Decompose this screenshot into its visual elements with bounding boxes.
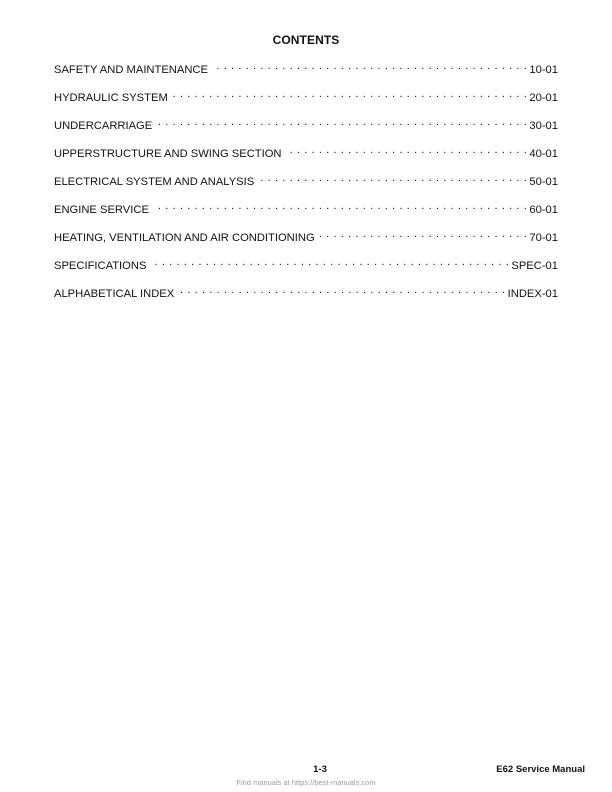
toc-entry-electrical[interactable] bbox=[54, 172, 558, 200]
dot-leader bbox=[213, 60, 527, 73]
dot-leader bbox=[157, 116, 527, 129]
toc-entry-label: HYDRAULIC SYSTEM bbox=[54, 92, 168, 104]
dot-leader bbox=[154, 200, 527, 213]
toc-entry-label: SPECIFICATIONS bbox=[54, 260, 147, 272]
page-number: 1-3 bbox=[313, 764, 327, 775]
dot-leader bbox=[179, 284, 505, 297]
toc-entry-page: 50-01 bbox=[529, 176, 558, 188]
toc-entry-page: 30-01 bbox=[529, 120, 558, 132]
toc-entry-index[interactable] bbox=[54, 284, 558, 312]
toc-entry-page: 10-01 bbox=[529, 64, 558, 76]
dot-leader bbox=[287, 144, 528, 157]
toc-entry-page: INDEX-01 bbox=[507, 288, 558, 300]
toc-entry-page: SPEC-01 bbox=[511, 260, 558, 272]
toc-entry-undercarriage[interactable] bbox=[54, 116, 558, 144]
page-title: CONTENTS bbox=[272, 33, 340, 47]
toc-entry-label: UPPERSTRUCTURE AND SWING SECTION bbox=[54, 148, 282, 160]
toc-entry-engine[interactable] bbox=[54, 200, 558, 228]
toc-entry-page: 40-01 bbox=[529, 148, 558, 160]
toc-entry-specifications[interactable] bbox=[54, 256, 558, 284]
toc-entry-label: UNDERCARRIAGE bbox=[54, 120, 153, 132]
toc-entry-page: 70-01 bbox=[529, 232, 558, 244]
toc-entry-label: SAFETY AND MAINTENANCE bbox=[54, 64, 208, 76]
toc-entry-page: 60-01 bbox=[529, 204, 558, 216]
toc-entry-label: ELECTRICAL SYSTEM AND ANALYSIS bbox=[54, 176, 255, 188]
toc-entry-safety[interactable] bbox=[54, 60, 558, 88]
toc-entry-hvac[interactable] bbox=[54, 228, 558, 256]
toc-entry-hydraulic[interactable] bbox=[54, 88, 558, 116]
toc-entry-upperstructure[interactable] bbox=[54, 144, 558, 172]
source-note: Find manuals at https://best-manuals.com bbox=[236, 778, 376, 787]
dot-leader bbox=[151, 256, 509, 269]
toc-entry-label: ENGINE SERVICE bbox=[54, 204, 149, 216]
dot-leader bbox=[320, 228, 528, 241]
toc-entry-label: ALPHABETICAL INDEX bbox=[54, 288, 175, 300]
dot-leader bbox=[259, 172, 527, 185]
dot-leader bbox=[173, 88, 528, 101]
toc-entry-page: 20-01 bbox=[529, 92, 558, 104]
table-of-contents bbox=[54, 60, 558, 312]
manual-name: E62 Service Manual bbox=[496, 764, 585, 775]
toc-entry-label: HEATING, VENTILATION AND AIR CONDITIONING bbox=[54, 232, 315, 244]
